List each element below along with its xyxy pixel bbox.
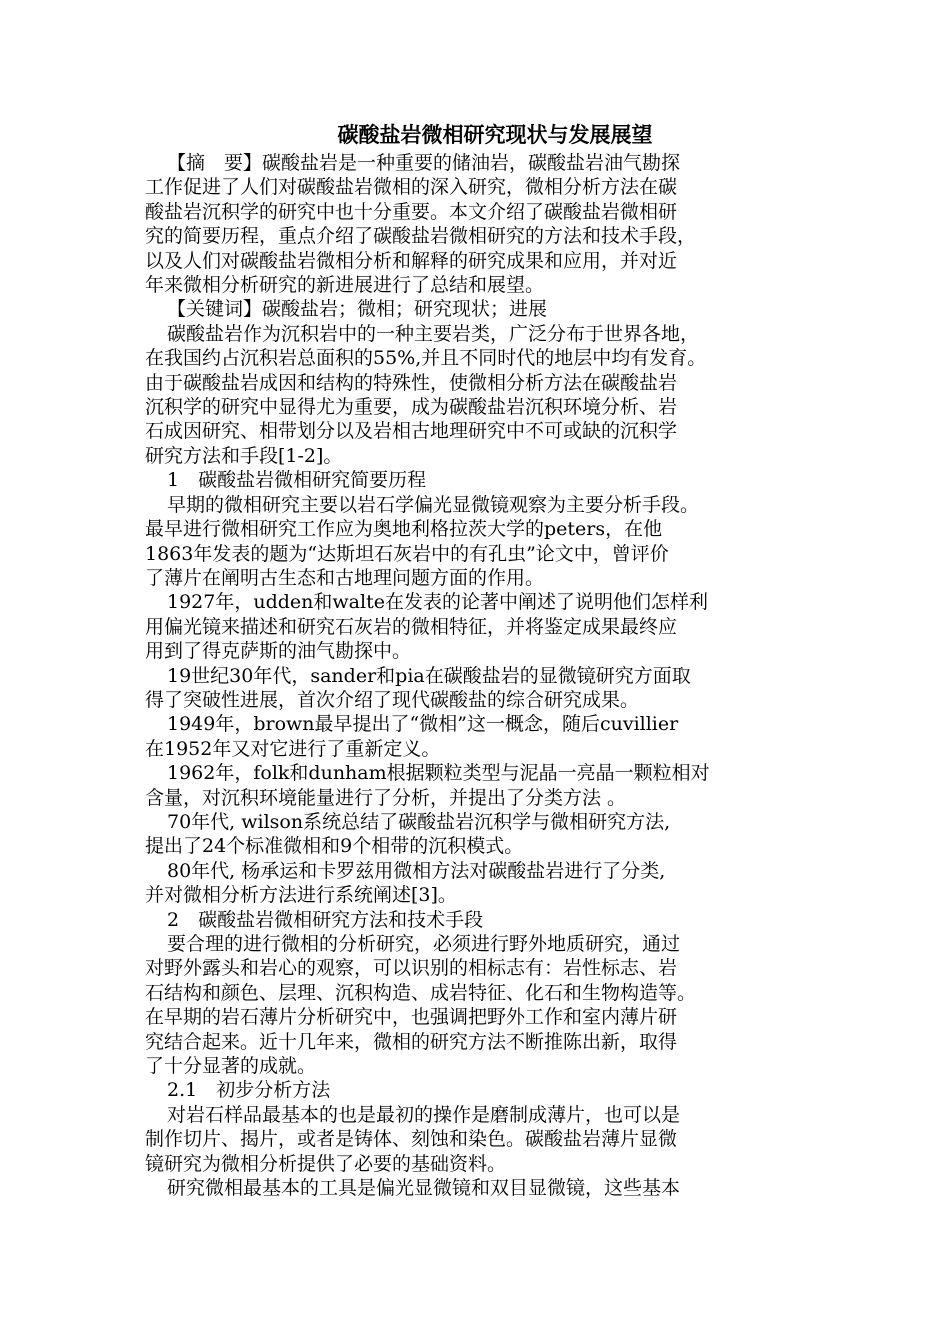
text-line: 得了突破性进展，首次介绍了现代碳酸盐的综合研究成果。	[145, 688, 640, 711]
text-line: 1863年发表的题为“达斯坦石灰岩中的有孔虫”论文中，曾评价	[145, 542, 669, 565]
text-line: 年来微相分析研究的新进展进行了总结和展望。	[145, 274, 545, 297]
document-page	[145, 121, 805, 1200]
text-line: 并对微相分析方法进行系统阐述[3]。	[145, 884, 457, 907]
text-line: 19世纪30年代，sander和pia在碳酸盐岩的显微镜研究方面取	[167, 664, 691, 687]
text-line: 碳酸盐岩作为沉积岩中的一种主要岩类，广泛分布于世界各地，	[167, 322, 700, 345]
text-line: 工作促进了人们对碳酸盐岩微相的深入研究，微相分析方法在碳	[145, 176, 678, 199]
text-line: 酸盐岩沉积学的研究中也十分重要。本文介绍了碳酸盐岩微相研	[145, 200, 678, 223]
text-line: 究的简要历程，重点介绍了碳酸盐岩微相研究的方法和技术手段，	[145, 225, 697, 248]
text-line: 以及人们对碳酸盐岩微相分析和解释的研究成果和应用，并对近	[145, 249, 678, 272]
text-line: 早期的微相研究主要以岩石学偏光显微镜观察为主要分析手段。	[167, 493, 700, 516]
text-line: 石成因研究、相带划分以及岩相古地理研究中不可或缺的沉积学	[145, 420, 678, 443]
text-line: 镜研究为微相分析提供了必要的基础资料。	[145, 1152, 507, 1175]
text-line: 由于碳酸盐岩成因和结构的特殊性，使微相分析方法在碳酸盐岩	[145, 371, 678, 394]
text-line: 了薄片在阐明古生态和古地理问题方面的作用。	[145, 566, 545, 589]
text-line: 70年代, wilson系统总结了碳酸盐岩沉积学与微相研究方法,	[167, 810, 671, 833]
text-line: 对野外露头和岩心的观察，可以识别的相标志有：岩性标志、岩	[145, 957, 678, 980]
text-line: 石结构和颜色、层理、沉积构造、成岩特征、化石和生物构造等。	[145, 981, 697, 1004]
text-line: 对岩石样品最基本的也是最初的操作是磨制成薄片，也可以是	[167, 1103, 681, 1126]
text-line: 究结合起来。近十几年来，微相的研究方法不断推陈出新，取得	[145, 1030, 678, 1053]
text-line: 要合理的进行微相的分析研究，必须进行野外地质研究，通过	[167, 933, 681, 955]
text-line: 【摘 要】碳酸盐岩是一种重要的储油岩，碳酸盐岩油气勘探	[167, 152, 681, 174]
text-line: 1962年，folk和dunham根据颗粒类型与泥晶一亮晶一颗粒相对	[167, 762, 710, 785]
text-line: 在早期的岩石薄片分析研究中，也强调把野外工作和室内薄片研	[145, 1006, 678, 1029]
text-line: 用到了得克萨斯的油气勘探中。	[145, 640, 412, 663]
text-line: 80年代, 杨承运和卡罗兹用微相方法对碳酸盐岩进行了分类,	[167, 859, 666, 882]
text-line: 1 碳酸盐岩微相研究简要历程	[167, 469, 427, 492]
text-line: 用偏光镜来描述和研究石灰岩的微相特征，并将鉴定成果最终应	[145, 615, 678, 638]
text-line: 在1952年又对它进行了重新定义。	[145, 737, 441, 760]
text-line: 在我国约占沉积岩总面积的55%,并且不同时代的地层中均有发育。	[145, 347, 707, 370]
text-line: 含量，对沉积环境能量进行了分析，并提出了分类方法 。	[145, 786, 627, 809]
text-line: 制作切片、揭片，或者是铸体、刻蚀和染色。碳酸盐岩薄片显微	[145, 1128, 678, 1151]
text-line: 研究微相最基本的工具是偏光显微镜和双目显微镜，这些基本	[167, 1177, 681, 1200]
text-line: 沉积学的研究中显得尤为重要，成为碳酸盐岩沉积环境分析、岩	[145, 396, 678, 419]
document-body	[145, 151, 805, 1200]
text-line: 【关键词】碳酸盐岩；微相；研究现状；进展	[167, 298, 548, 321]
text-line: 最早进行微相研究工作应为奥地利格拉茨大学的peters，在他	[145, 518, 663, 541]
text-line: 研究方法和手段[1-2]。	[145, 444, 343, 467]
text-line: 1927年，udden和walte在发表的论著中阐述了说明他们怎样利	[167, 591, 708, 614]
text-line: 提出了24个标准微相和9个相带的沉积模式。	[145, 835, 524, 858]
text-line: 了十分显著的成就。	[145, 1055, 317, 1078]
document-title: 碳酸盐岩微相研究现状与发展展望	[337, 122, 653, 147]
text-line: 2.1 初步分析方法	[167, 1079, 331, 1102]
text-line: 1949年，brown最早提出了“微相”这一概念，随后cuvillier	[167, 713, 679, 736]
text-line: 2 碳酸盐岩微相研究方法和技术手段	[167, 908, 484, 931]
